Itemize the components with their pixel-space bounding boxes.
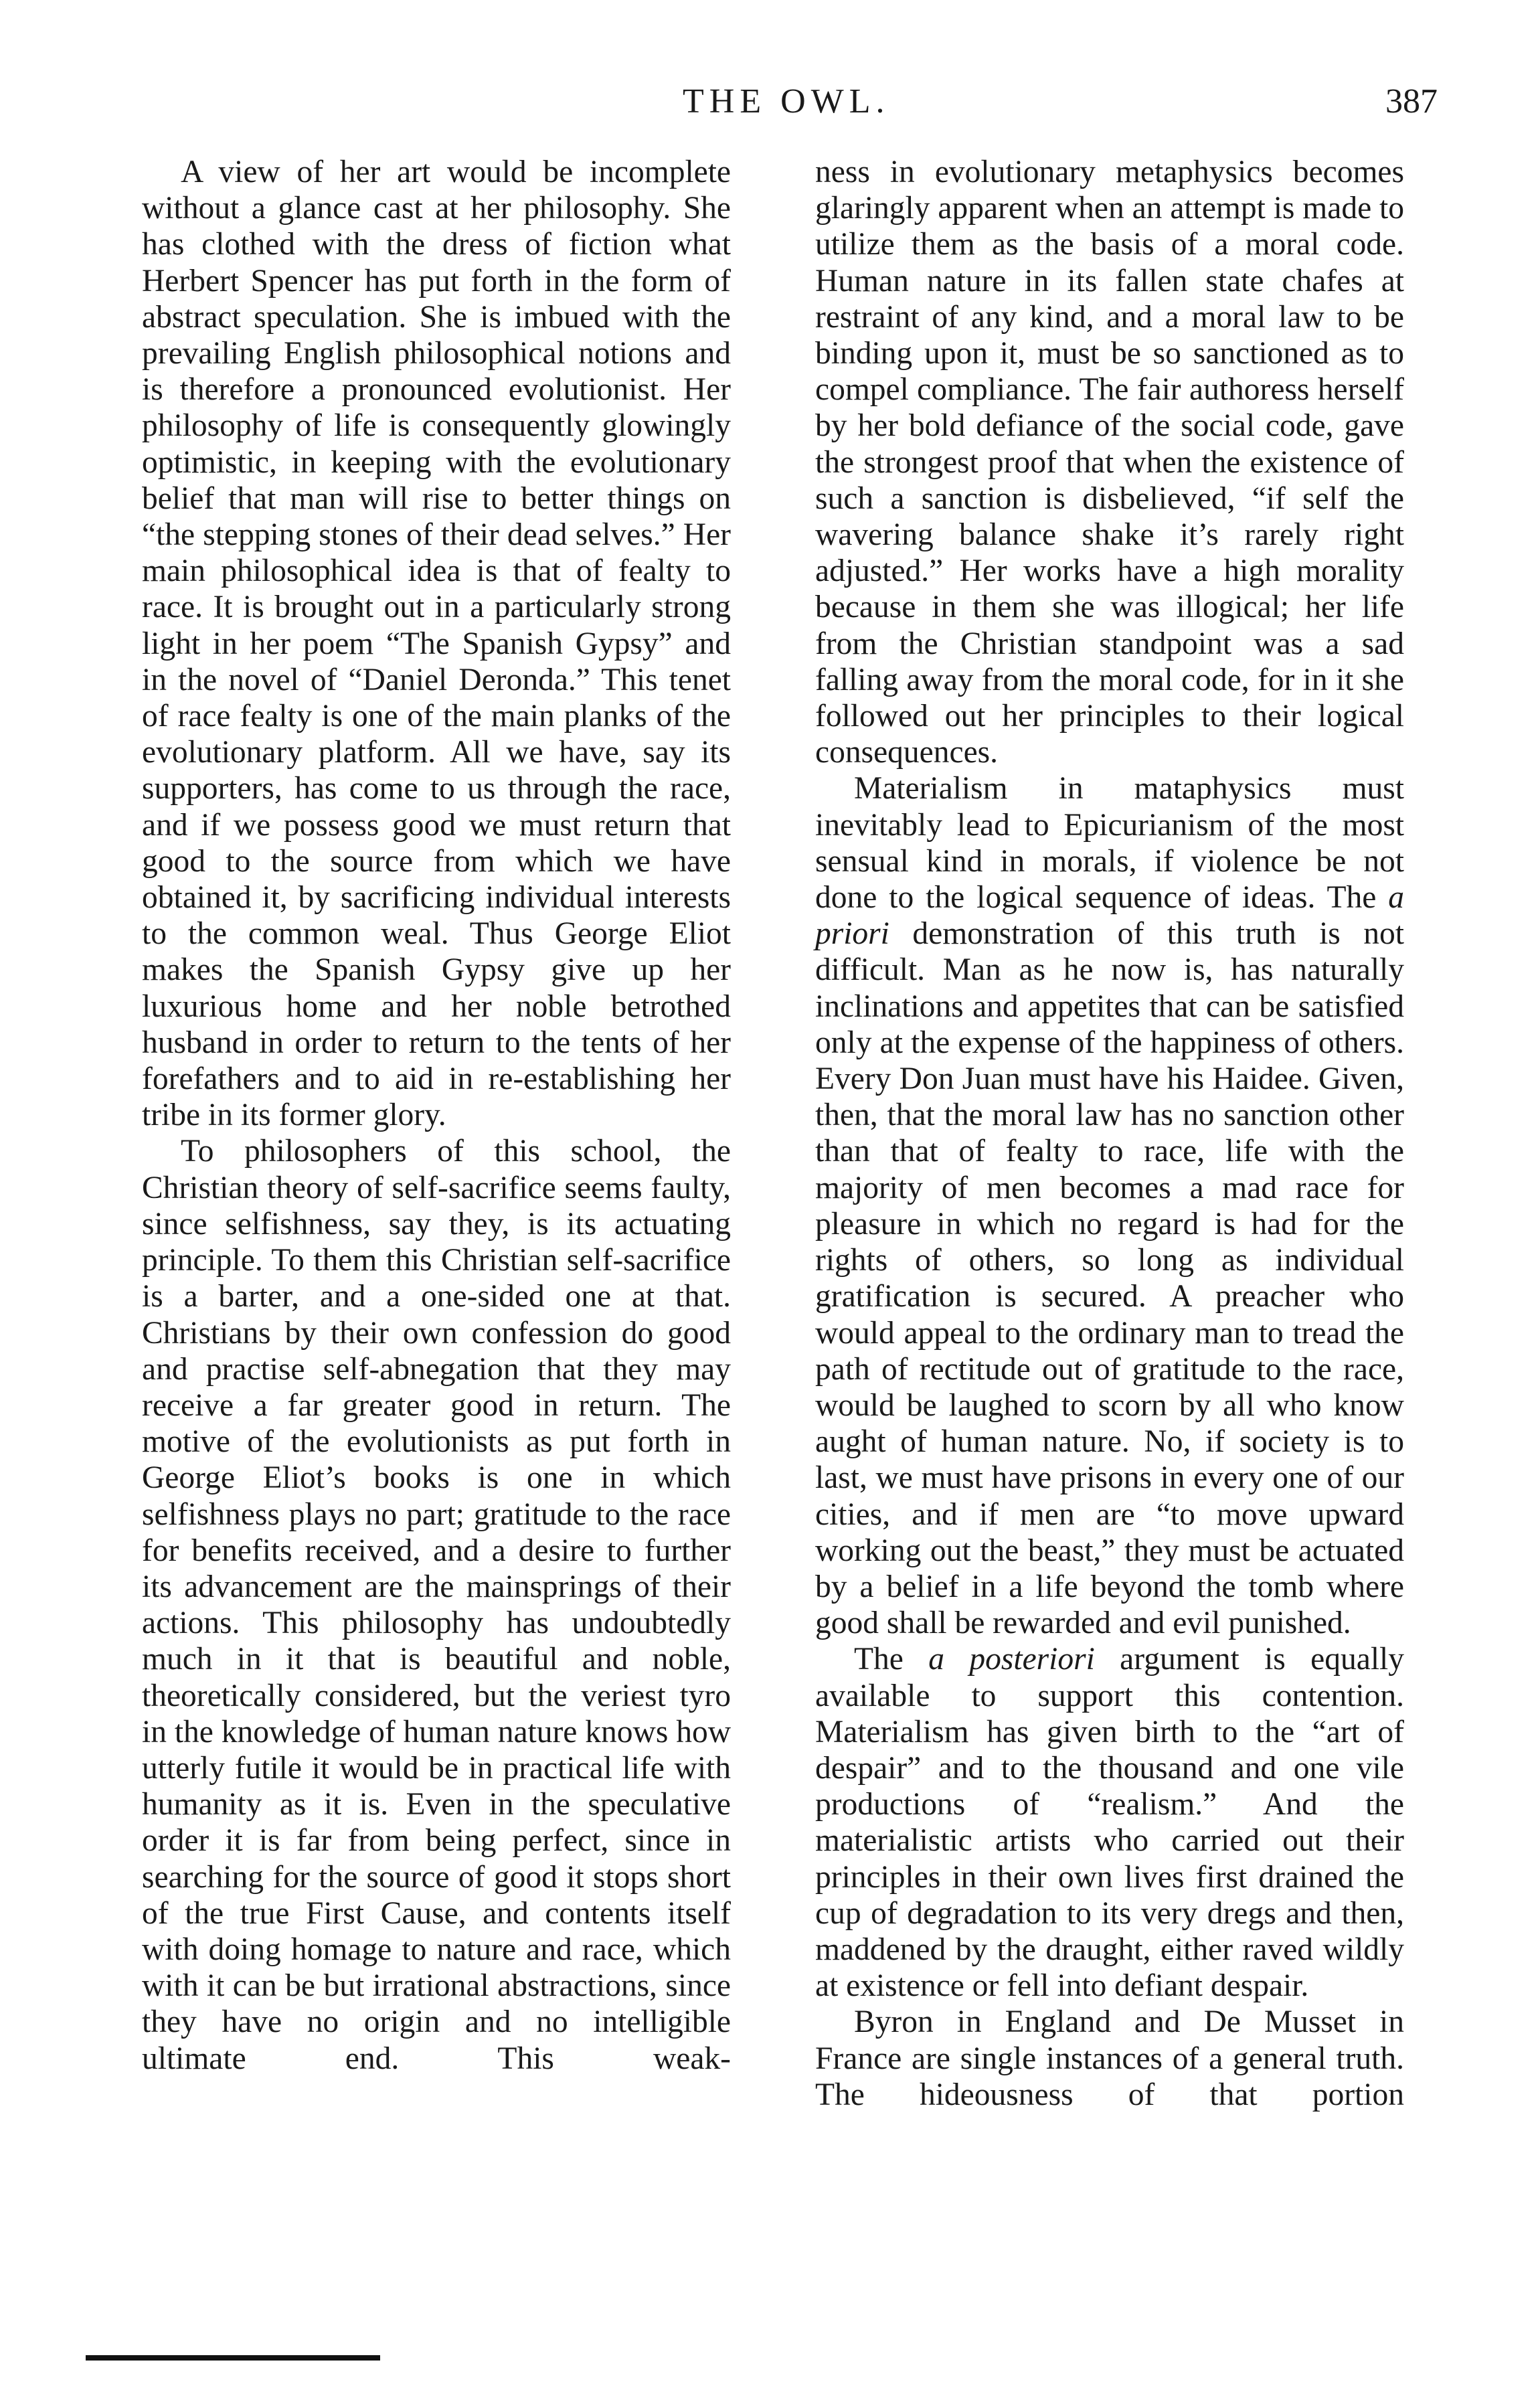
paragraph-a-posteriori [815, 1641, 1404, 2004]
page-number: 387 [1385, 82, 1438, 120]
running-title: THE OWL. [683, 82, 890, 120]
right-column [815, 154, 1404, 2113]
left-column [142, 154, 731, 2077]
paragraph-evolutionary-metaphysics: ness in evolutionary metaphysics becomes glaringly apparent when an attempt is made to utilize them as the basis of a moral code. Human nature in its fallen state chafes at restraint of any kind, and a moral law to be binding upon it, must be so sanctioned as to compel compliance. The fair authoress herself by her bold defiance of the social code, gave the strongest proof that when the existence of such a sanction is disbelieved, “if self the wavering balance shake it’s rarely right adjusted.” Her works have a high morality because in them she was illogical; her life from the Christian standpoint was a sad falling away from the moral code, for in it she followed out her principles to their logical consequences. [815, 155, 1404, 770]
paragraph-art-philosophy: A view of her art would be incomplete without a glance cast at her philosophy. She has clothed with the dress of fiction what Herbert Spencer has put forth in the form of abstract speculation. She is imbued with the prevailing English philosophical notions and is therefore a pronounced evolutionist. Her philosophy of life is consequently glowingly optimistic, in keeping with the evolutionary belief that man will rise to better things on “the stepping stones of their dead selves.” Her main philosophical idea is that of fealty to race. It is brought out in a particularly strong light in her poem “The Spanish Gypsy” and in the novel of “Daniel Deronda.” This tenet of race fealty is one of the main planks of the evolutionary platform. All we have, say its supporters, has come to us through the race, and if we possess good we must return that good to the source from which we have obtained it, by sacrificing individual interests to the common weal. Thus George Eliot makes the Spanish Gypsy give up her luxurious home and her noble betrothed husband in order to return to the tents of her forefathers and to aid in re-establishing her tribe in its former glory. [142, 155, 731, 1133]
page-header [0, 82, 1540, 122]
a-posteriori-term: a posteriori [928, 1642, 1095, 1677]
materialism-text-start: Materialism in mataphysics must inevitably lead to Epicurianism of the most sensual kind in morals, if violence be not done to the logical sequence of ideas. The [815, 771, 1404, 916]
paragraph-self-sacrifice: To philosophers of this school, the Christian theory of self-sacrifice seems faulty, since selfishness, say they, is its actuating principle. To them this Christian self-sacrifice is a barter, and a one-sided one at that. Christians by their own confession do good and practise self-abnegation that they may receive a far greater good in return. The motive of the evolutionists as put forth in George Eliot’s books is one in which selfishness plays no part; gratitude to the race for benefits received, and a desire to further its advancement are the mainsprings of their actions. This philosophy has undoubtedly much in it that is beautiful and noble, theoretically considered, but the veriest tyro in the knowledge of human nature knows how utterly futile it would be in practical life with humanity as it is. Even in the speculative order it is far from being perfect, since in searching for the source of good it stops short of the true First Cause, and contents itself with doing homage to nature and race, which with it can be but irrational abstractions, since they have no origin and no intelligible ultimate end. This weak- [142, 1134, 731, 2076]
footer-rule [86, 2355, 380, 2361]
paragraph-byron-de-musset: Byron in England and De Musset in France are single instances of a general truth. The hideousness of that portion [815, 2004, 1404, 2112]
paragraph-materialism [815, 770, 1404, 1641]
a-posteriori-text-start: The [854, 1642, 929, 1677]
a-posteriori-text-end: argument is equally available to support this contention. Materialism has given birth to the “art of despair” and to the thousand and one vile productions of “realism.” And the materialistic artists who carried out their principles in their own lives first drained the cup of degradation to its very dregs and then, maddened by the draught, either raved wildly at existence or fell into defiant despair. [815, 1642, 1404, 2004]
materialism-text-end: demonstration of this truth is not difficult. Man as he now is, has naturally inclinations and appetites that can be satisfied only at the expense of the happiness of others. Every Don Juan must have his Haidee. Given, then, that the moral law has no sanction other than that of fealty to race, life with the majority of men becomes a mad race for pleasure in which no regard is had for the rights of others, so long as individual gratification is secured. A preacher who would appeal to the ordinary man to tread the path of rectitude out of gratitude to the race, would be laughed to scorn by all who know aught of human nature. No, if society is to last, we must have prisons in every one of our cities, and if men are “to move upward working out the beast,” they must be actuated by a belief in a life beyond the tomb where good shall be rewarded and evil punished. [815, 916, 1404, 1641]
a-priori-term: a priori [815, 880, 1404, 952]
